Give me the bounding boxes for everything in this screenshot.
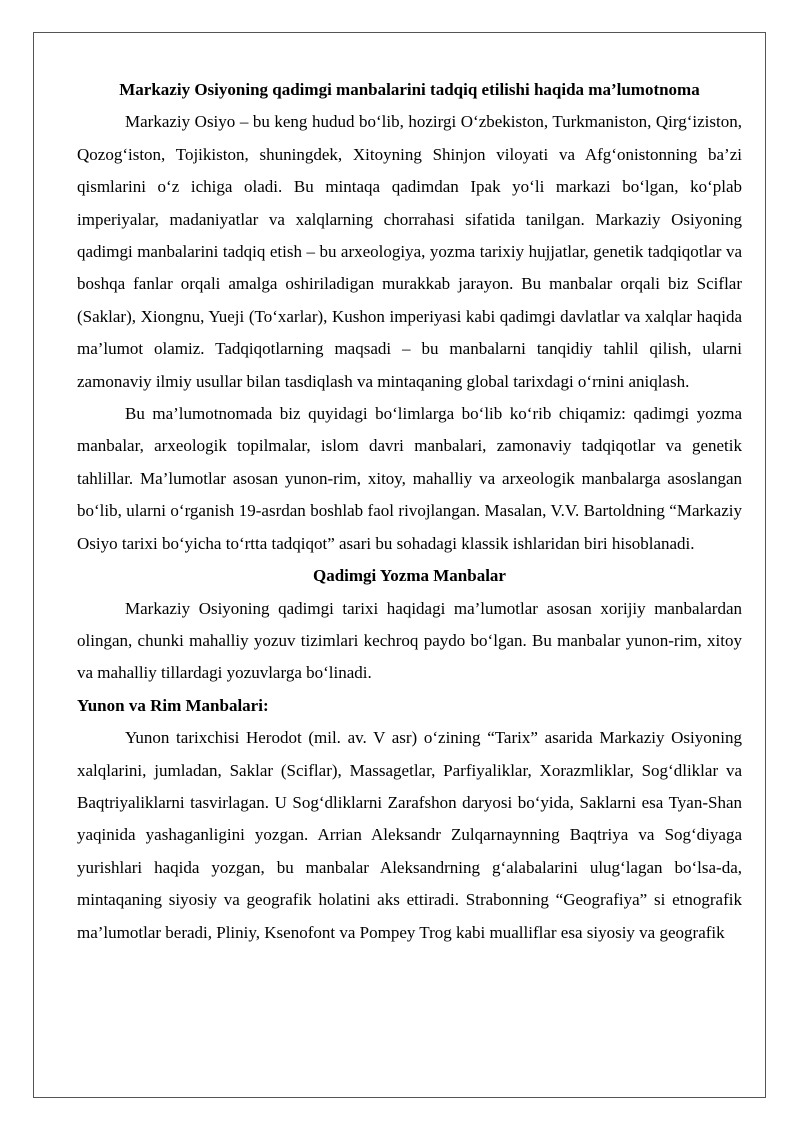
document-body bbox=[77, 74, 742, 949]
intro-paragraph-1: Markaziy Osiyo – bu keng hudud bo‘lib, hozirgi O‘zbekiston, Turkmaniston, Qirg‘iziston, Qozog‘iston, Tojikiston, shuningdek, Xitoyning Shinjon viloyati va Afg‘onistonning ba’zi qismlarini o‘z ichiga oladi. Bu mintaqa qadimdan Ipak yo‘li markazi bo‘lgan, ko‘plab imperiyalar, madaniyatlar va xalqlarning chorrahasi sifatida tanilgan. Markaziy Osiyoning qadimgi manbalarini tadqiq etish – bu arxeologiya, yozma tarixiy hujjatlar, genetik tadqiqotlar va boshqa fanlar orqali amalga oshiriladigan murakkab jarayon. Bu manbalar orqali biz Sciflar (Saklar), Xiongnu, Yueji (To‘xarlar), Kushon imperiyasi kabi qadimgi davlatlar va xalqlar haqida ma’lumot olamiz. Tadqiqotlarning maqsadi – bu manbalarni tanqidiy tahlil qilish, ularni zamonaviy ilmiy usullar bilan tasdiqlash va mintaqaning global tarixdagi o‘rnini aniqlash. bbox=[77, 112, 742, 391]
subsection-heading: Yunon va Rim Manbalari: bbox=[77, 695, 269, 715]
subsection-paragraph: Yunon tarixchisi Herodot (mil. av. V asr) o‘zining “Tarix” asarida Markaziy Osiyoning xalqlarini, jumladan, Saklar (Sciflar), Massagetlar, Parfiyaliklar, Xorazmliklar, Sog‘dliklar va Baqtriyaliklarni tasvirlagan. U Sog‘dliklarni Zarafshon daryosi bo‘yida, Saklarni esa Tyan-Shan yaqinida yashaganligini yozgan. Arrian Aleksandr Zulqarnaynning Baqtriya va Sog‘diyaga yurishlari haqida yozgan, bu manbalar Aleksandrning g‘alabalarini ulug‘lagan bo‘lsa-da, mintaqaning siyosiy va geografik holatini aks ettiradi. Strabonning “Geografiya” si etnografik ma’lumotlar beradi, Pliniy, Ksenofont va Pompey Trog kabi mualliflar esa siyosiy va geografik bbox=[77, 728, 742, 942]
section-heading: Qadimgi Yozma Manbalar bbox=[313, 566, 506, 586]
intro-paragraph-2: Bu ma’lumotnomada biz quyidagi bo‘limlarga bo‘lib ko‘rib chiqamiz: qadimgi yozma manbalar, arxeologik topilmalar, islom davri manbalari, zamonaviy tadqiqotlar va genetik tahlillar. Ma’lumotlar asosan yunon-rim, xitoy, mahalliy va arxeologik manbalarga asoslangan bo‘lib, ularni o‘rganish 19-asrdan boshlab faol rivojlangan. Masalan, V.V. Bartoldning “Markaziy Osiyo tarixi bo‘yicha to‘rtta tadqiqot” asari bu sohadagi klassik ishlaridan biri hisoblanadi. bbox=[77, 404, 742, 553]
section-paragraph: Markaziy Osiyoning qadimgi tarixi haqidagi ma’lumotlar asosan xorijiy manbalardan olingan, chunki mahalliy yozuv tizimlari kechroq paydo bo‘lgan. Bu manbalar yunon-rim, xitoy va mahalliy tillardagi yozuvlarga bo‘linadi. bbox=[77, 598, 742, 683]
document-title: Markaziy Osiyoning qadimgi manbalarini tadqiq etilishi haqida ma’lumotnoma bbox=[119, 80, 700, 99]
